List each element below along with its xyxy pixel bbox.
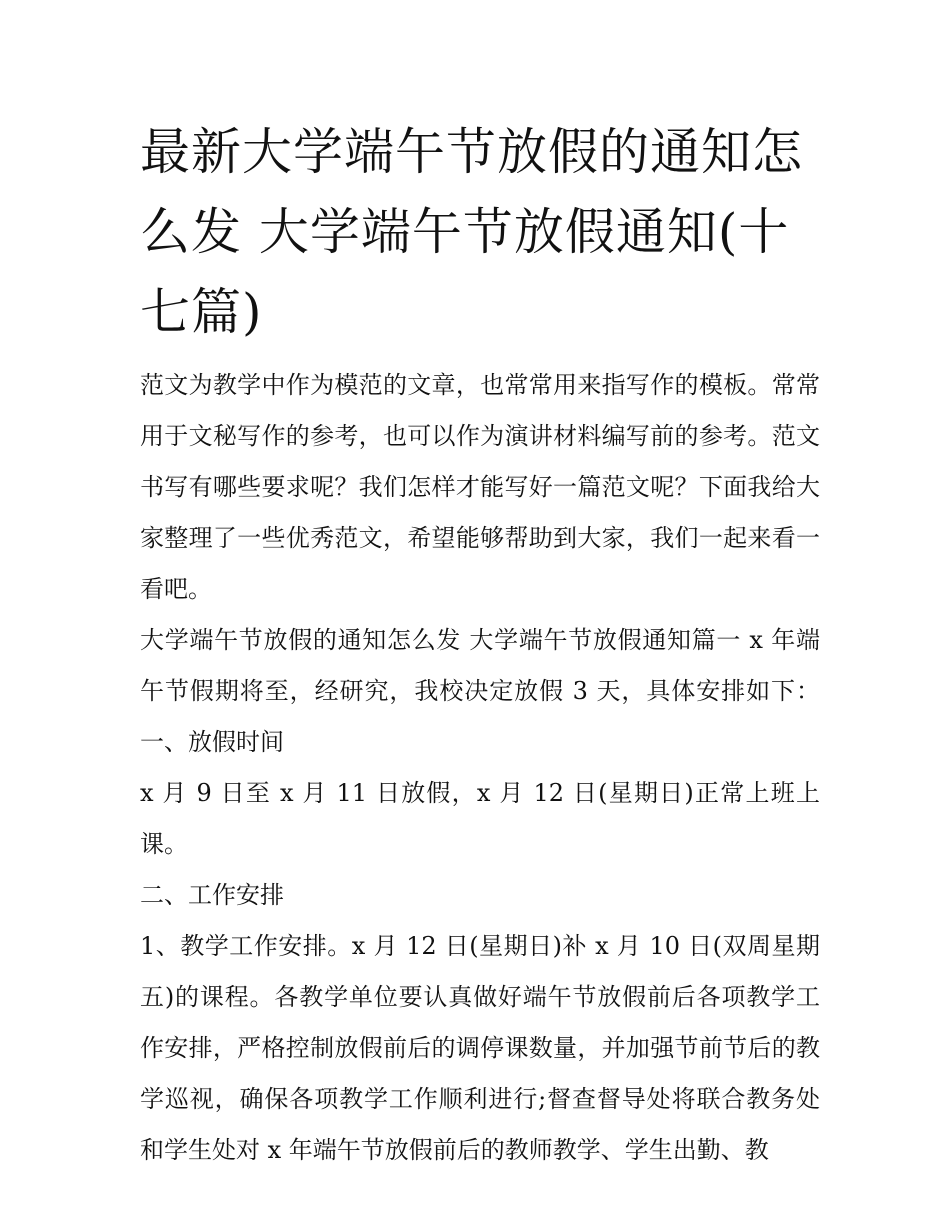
holiday-dates-paragraph: x 月 9 日至 x 月 11 日放假，x 月 12 日(星期日)正常上班上课。 — [140, 779, 820, 858]
notice-paragraph: 大学端午节放假的通知怎么发 大学端午节放假通知篇一 x 年端午节假期将至，经研究，我校决定放假 3 天，具体安排如下： 一、放假时间 — [140, 626, 820, 756]
intro-paragraph: 范文为教学中作为模范的文章，也常常用来指写作的模板。常常用于文秘写作的参考，也可以作为演讲材料编写前的参考。范文书写有哪些要求呢？我们怎样才能写好一篇范文呢？下面我给大家整理了一些优秀范文，希望能够帮助到大家，我们一起来看一看吧。 — [140, 371, 820, 603]
section-heading-work-arrangement: 二、工作安排 — [140, 881, 284, 909]
document-title: 最新大学端午节放假的通知怎么发 大学端午节放假通知(十七篇) — [140, 123, 803, 341]
teaching-arrangement-paragraph: 1、教学工作安排。x 月 12 日(星期日)补 x 月 10 日(双周星期五)的课程。各教学单位要认真做好端午节放假前后各项教学工作安排，严格控制放假前后的调停课数量，并加强节前节后的教学巡视，确保各项教学工作顺利进行;督查督导处将联合教务处和学生处对 x 年端午节放假前后的教师教学、学生出勤、教 — [140, 932, 820, 1164]
document-page — [140, 112, 820, 1176]
